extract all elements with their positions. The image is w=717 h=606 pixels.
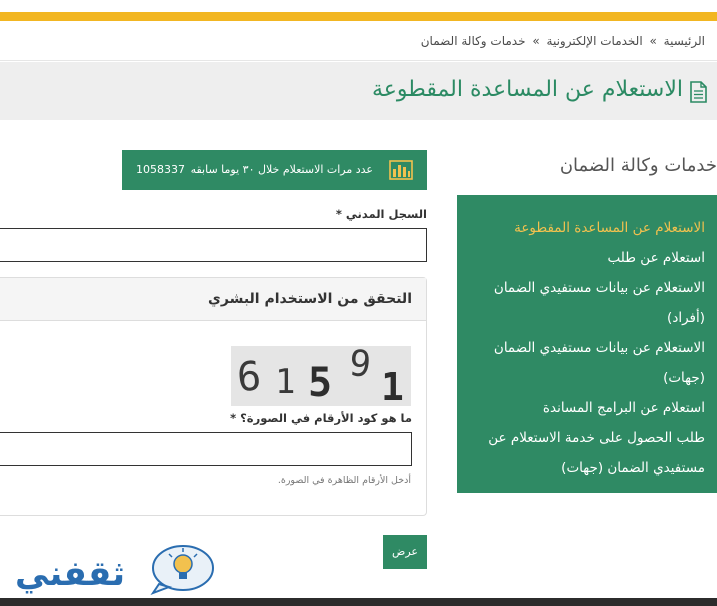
sidebar-item-beneficiaries-entities[interactable]: الاستعلام عن بيانات مستفيدي الضمان (جهات): [493, 340, 705, 386]
captcha-panel: [0, 277, 427, 516]
site-logo: [15, 540, 215, 595]
breadcrumb: [421, 34, 705, 48]
civil-id-input[interactable]: [0, 228, 427, 262]
top-accent-strip: [0, 12, 717, 21]
logo-text: ثقفني: [15, 554, 125, 594]
sidebar-menu: [457, 195, 717, 493]
captcha-digit: 9: [347, 346, 373, 386]
captcha-digits-graphic: [231, 346, 411, 406]
breadcrumb-bar: [0, 21, 717, 61]
captcha-question-label: ما هو كود الأرقام في الصورة؟ *: [230, 411, 412, 425]
captcha-help-text: أدخل الأرقام الظاهرة في الصورة.: [277, 475, 411, 486]
counter-label: عدد مرات الاستعلام خلال ٣٠ يوما سابقه: [190, 163, 373, 176]
sidebar-item-lump-sum-inquiry[interactable]: الاستعلام عن المساعدة المقطوعة: [514, 220, 705, 236]
footer-bar: [0, 598, 717, 606]
sidebar-item-beneficiaries-individuals[interactable]: الاستعلام عن بيانات مستفيدي الضمان (أفراد): [493, 280, 705, 326]
captcha-digit: 1: [275, 362, 296, 402]
breadcrumb-current[interactable]: خدمات وكالة الضمان: [420, 34, 526, 48]
page-title-bar: [0, 62, 717, 120]
submit-button[interactable]: عرض: [383, 535, 427, 569]
breadcrumb-separator: »: [649, 34, 657, 48]
captcha-digit: 1: [381, 365, 404, 406]
captcha-image: [231, 346, 411, 406]
sidebar-item-request-inquiry[interactable]: استعلام عن طلب: [607, 250, 705, 266]
document-icon: [689, 81, 707, 103]
page-title: الاستعلام عن المساعدة المقطوعة: [371, 77, 683, 102]
sidebar-item-inquiry-service-request[interactable]: طلب الحصول على خدمة الاستعلام عن مستفيدي الضمان (جهات): [488, 430, 705, 476]
sidebar-item-support-programs[interactable]: استعلام عن البرامج المساندة: [542, 400, 705, 416]
captcha-input[interactable]: [0, 432, 412, 466]
sidebar-heading: خدمات وكالة الضمان: [559, 155, 717, 176]
captcha-title: التحقق من الاستخدام البشري: [208, 291, 412, 307]
captcha-digit: 5: [308, 360, 333, 406]
bar-chart-icon: [389, 160, 413, 180]
civil-id-label: السجل المدني *: [335, 207, 427, 221]
captcha-digit: 6: [235, 353, 263, 401]
inquiry-counter-bar: [122, 150, 427, 190]
breadcrumb-e-services[interactable]: الخدمات الإلكترونية: [546, 34, 643, 48]
breadcrumb-home[interactable]: الرئيسية: [663, 34, 705, 48]
lightbulb-icon: [147, 540, 217, 595]
breadcrumb-separator: »: [532, 34, 540, 48]
counter-value: 1058337: [136, 163, 185, 176]
captcha-header: [0, 278, 426, 321]
